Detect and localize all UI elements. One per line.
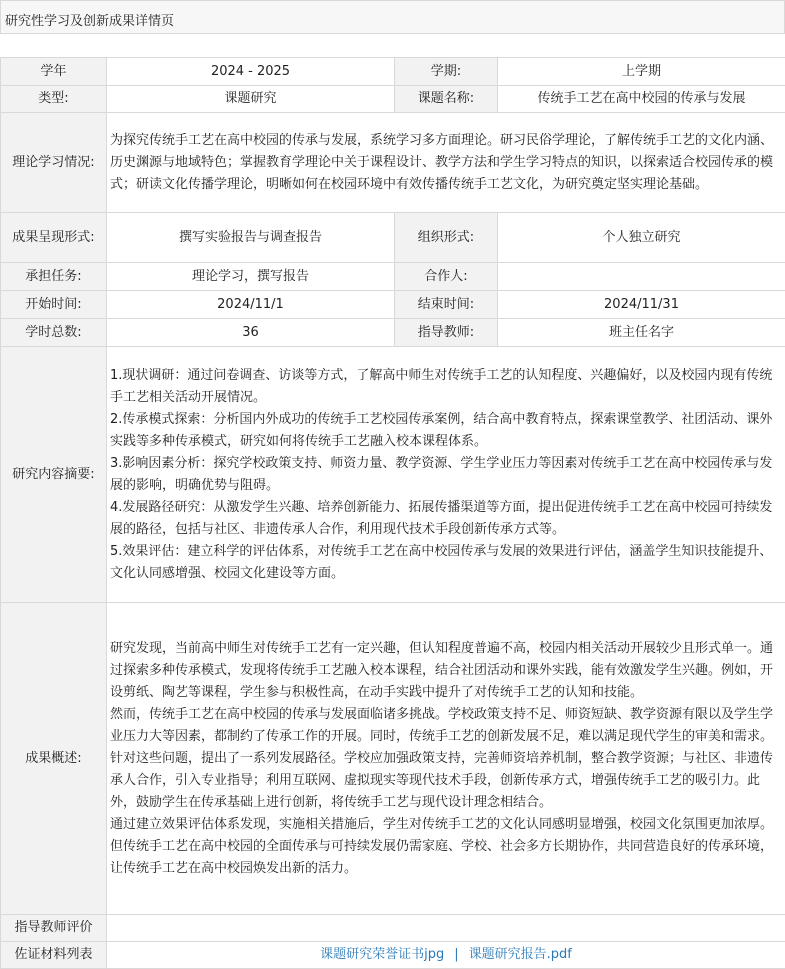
evidence-list — [107, 942, 785, 969]
summary-item: 5.效果评估：建立科学的评估体系，对传统手工艺在高中校园传承与发展的效果进行评估，涵盖学生知识技能提升、文化认同感增强、校园文化建设等方面。 — [110, 541, 782, 585]
theory-label: 理论学习情况: — [1, 113, 107, 213]
page-title: 研究性学习及创新成果详情页 — [5, 14, 174, 29]
overview-paragraph: 通过建立效果评估体系发现，实施相关措施后，学生对传统手工艺的文化认同感明显增强，校园文化氛围更加浓厚。但传统手工艺在高中校园的全面传承与可持续发展仍需家庭、学校、社会多方长期协作，共同营造良好的传承环境，让传统手工艺在高中校园焕发出新的活力。 — [110, 814, 782, 880]
evidence-link-certificate[interactable]: 课题研究荣誉证书jpg — [320, 947, 444, 962]
overview-paragraph: 研究发现，当前高中师生对传统手工艺有一定兴趣，但认知程度普遍不高，校园内相关活动开展较少且形式单一。通过探索多种传承模式，发现将传统手工艺融入校本课程，结合社团活动和课外实践，能有效激发学生兴趣。例如，开设剪纸、陶艺等课程，学生参与积极性高，在动手实践中提升了对传统手工艺的认知和技能。 — [110, 638, 782, 704]
type-label: 类型: — [1, 86, 107, 113]
page-header — [0, 0, 785, 34]
end-value: 2024/11/31 — [498, 291, 785, 319]
overview-paragraph: 然而，传统手工艺在高中校园的传承与发展面临诸多挑战。学校政策支持不足、师资短缺、教学资源有限以及学生学业压力大等因素，都制约了传承工作的开展。同时，传统手工艺的创新发展不足，难以满足现代学生的审美和需求。 — [110, 704, 782, 748]
teacher-value: 班主任名字 — [498, 319, 785, 347]
semester-value: 上学期 — [498, 58, 785, 86]
summary-item: 2.传承模式探索：分析国内外成功的传统手工艺校园传承案例，结合高中教育特点，探索课堂教学、社团活动、课外实践等多种传承模式，研究如何将传统手工艺融入校本课程体系。 — [110, 409, 782, 453]
summary-item: 4.发展路径研究：从激发学生兴趣、培养创新能力、拓展传播渠道等方面，提出促进传统手工艺在高中校园可持续发展的路径，包括与社区、非遗传承人合作，利用现代技术手段创新传承方式等。 — [110, 497, 782, 541]
overview-label: 成果概述: — [1, 603, 107, 915]
row-evidence — [1, 942, 785, 969]
evidence-label: 佐证材料列表 — [1, 942, 107, 969]
summary-label: 研究内容摘要: — [1, 347, 107, 603]
start-value: 2024/11/1 — [107, 291, 395, 319]
row-year — [1, 58, 785, 86]
partner-label: 合作人: — [395, 263, 498, 291]
detail-table — [0, 57, 785, 969]
row-theory — [1, 113, 785, 213]
evaluation-value — [107, 915, 785, 942]
start-label: 开始时间: — [1, 291, 107, 319]
hours-label: 学时总数: — [1, 319, 107, 347]
summary-item: 3.影响因素分析：探究学校政策支持、师资力量、教学资源、学生学业压力等因素对传统手工艺在高中校园传承与发展的影响，明确优势与阻碍。 — [110, 453, 782, 497]
row-overview — [1, 603, 785, 915]
row-hours — [1, 319, 785, 347]
row-time — [1, 291, 785, 319]
evidence-link-report[interactable]: 课题研究报告.pdf — [469, 947, 572, 962]
summary-text — [107, 347, 785, 603]
summary-item: 1.现状调研：通过问卷调查、访谈等方式，了解高中师生对传统手工艺的认知程度、兴趣偏好，以及校园内现有传统手工艺相关活动开展情况。 — [110, 365, 782, 409]
org-label: 组织形式: — [395, 213, 498, 263]
overview-text — [107, 603, 785, 915]
semester-label: 学期: — [395, 58, 498, 86]
evaluation-label: 指导教师评价 — [1, 915, 107, 942]
topic-value: 传统手工艺在高中校园的传承与发展 — [498, 86, 785, 113]
form-label: 成果呈现形式: — [1, 213, 107, 263]
theory-text: 为探究传统手工艺在高中校园的传承与发展，系统学习多方面理论。研习民俗学理论，了解传统手工艺的文化内涵、历史渊源与地域特色；掌握教育学理论中关于课程设计、教学方法和学生学习特点的知识，以探索适合校园传承的模式；研读文化传播学理论，明晰如何在校园环境中有效传播传统手工艺文化，为研究奠定坚实理论基础。 — [107, 113, 785, 213]
task-value: 理论学习，撰写报告 — [107, 263, 395, 291]
overview-paragraph: 针对这些问题，提出了一系列发展路径。学校应加强政策支持，完善师资培养机制，整合教学资源；与社区、非遗传承人合作，引入专业指导；利用互联网、虚拟现实等现代技术手段，创新传承方式，增强传统手工艺的吸引力。此外，鼓励学生在传承基础上进行创新，将传统手工艺与现代设计理念相结合。 — [110, 748, 782, 814]
year-value: 2024 - 2025 — [107, 58, 395, 86]
row-summary — [1, 347, 785, 603]
row-type — [1, 86, 785, 113]
row-form — [1, 213, 785, 263]
form-value: 撰写实验报告与调查报告 — [107, 213, 395, 263]
row-evaluation — [1, 915, 785, 942]
org-value: 个人独立研究 — [498, 213, 785, 263]
row-task — [1, 263, 785, 291]
hours-value: 36 — [107, 319, 395, 347]
partner-value — [498, 263, 785, 291]
task-label: 承担任务: — [1, 263, 107, 291]
teacher-label: 指导教师: — [395, 319, 498, 347]
type-value: 课题研究 — [107, 86, 395, 113]
evidence-separator: | — [454, 947, 458, 962]
year-label: 学年 — [1, 58, 107, 86]
topic-label: 课题名称: — [395, 86, 498, 113]
end-label: 结束时间: — [395, 291, 498, 319]
